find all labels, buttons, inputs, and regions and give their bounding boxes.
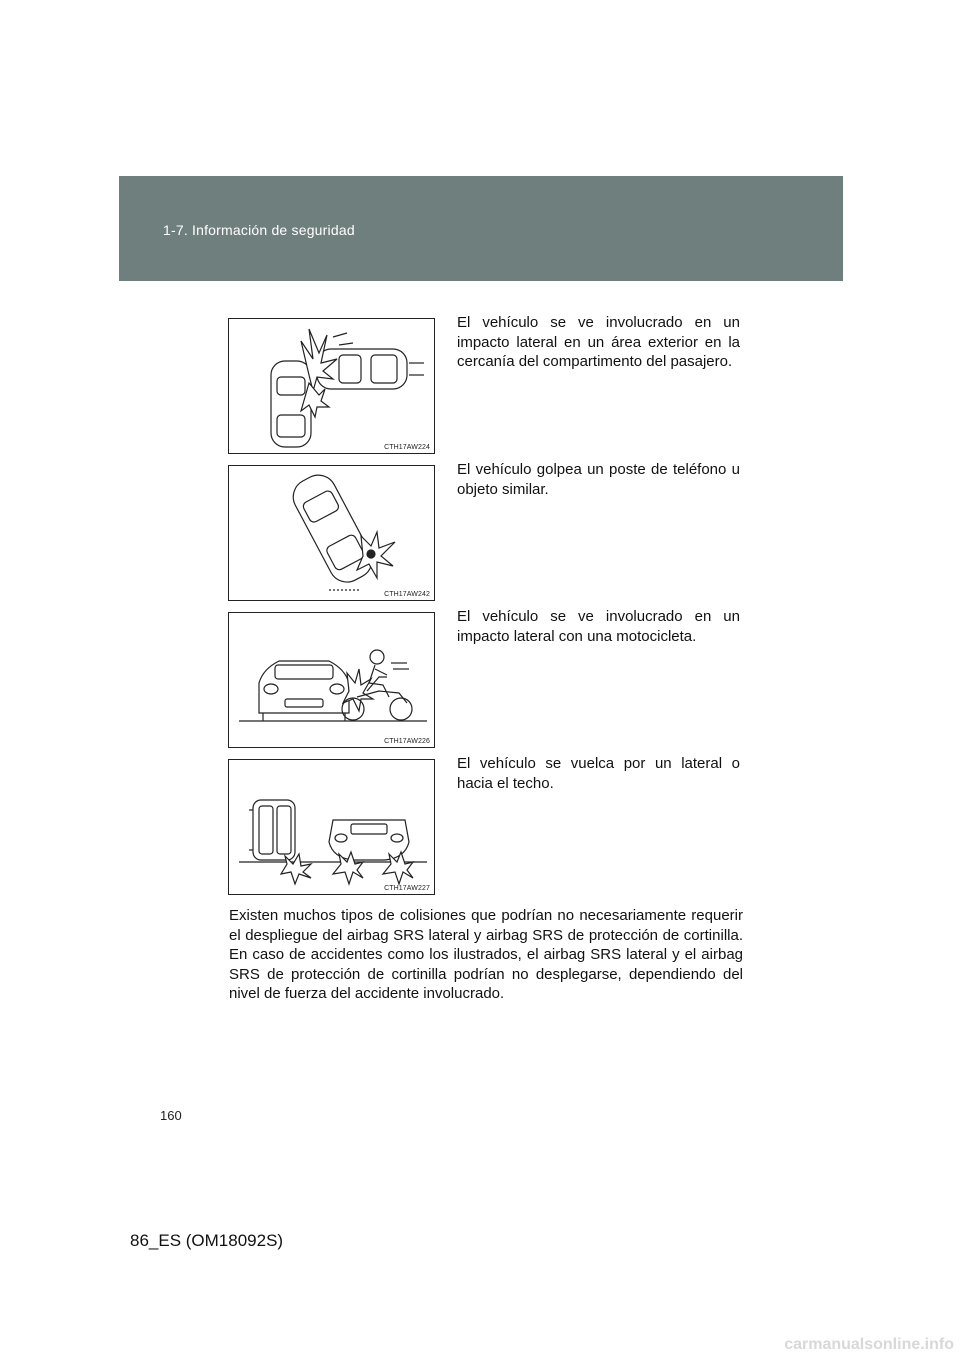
- figure-caption: El vehículo se ve involucrado en un impacto lateral en un área exterior en la cercanía del compartimento del pasajero.: [457, 314, 740, 370]
- rollover-illustration: [229, 760, 434, 894]
- figure-caption: El vehículo se vuelca por un lateral o hacia el techo.: [457, 755, 740, 792]
- figure-code: CTH17AW224: [384, 444, 430, 451]
- figure-code: CTH17AW226: [384, 738, 430, 745]
- figure-caption: El vehículo golpea un poste de teléfono u objeto similar.: [457, 461, 740, 498]
- watermark: carmanualsonline.info: [784, 1336, 954, 1353]
- body-paragraph: Existen muchos tipos de colisiones que podrían no necesariamente requerir el despliegue del airbag SRS lateral y airbag SRS de protección de cortinilla. En caso de accidentes como los ilustrados, el airbag SRS lateral y el airbag SRS de protección de cortinilla podrían no desplegarse, dependiendo del nivel de fuerza del accidente involucrado.: [229, 907, 743, 1003]
- header-band: [119, 176, 843, 281]
- pole-impact-illustration: [229, 466, 434, 600]
- side-impact-illustration: [229, 319, 434, 453]
- figure-rollover: [228, 759, 435, 895]
- figure-side-impact: [228, 318, 435, 454]
- section-title: 1-7. Información de seguridad: [163, 222, 355, 238]
- page-number: 160: [160, 1108, 182, 1123]
- figure-pole-impact: [228, 465, 435, 601]
- figure-motorcycle-impact: [228, 612, 435, 748]
- figure-code: CTH17AW242: [384, 591, 430, 598]
- doc-code: 86_ES (OM18092S): [130, 1231, 284, 1250]
- figure-caption: El vehículo se ve involucrado en un impacto lateral con una motocicleta.: [457, 608, 740, 645]
- figure-code: CTH17AW227: [384, 885, 430, 892]
- motorcycle-impact-illustration: [229, 613, 434, 747]
